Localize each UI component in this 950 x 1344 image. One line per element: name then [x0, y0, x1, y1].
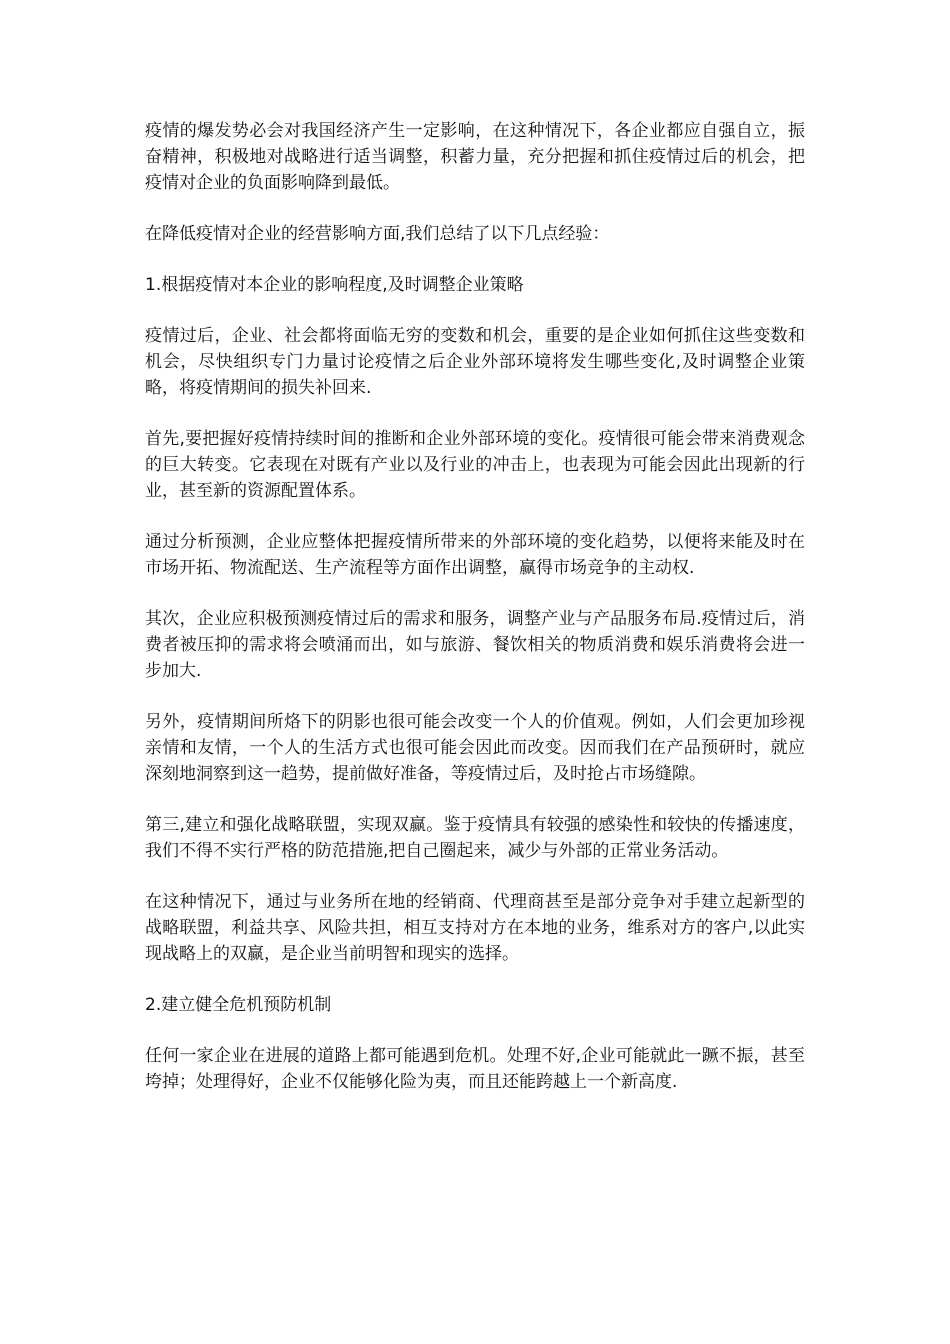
paragraph-experience-lead: 在降低疫情对企业的经营影响方面,我们总结了以下几点经验： [145, 224, 610, 244]
section-heading-2: 2.建立健全危机预防机制 [145, 995, 332, 1015]
paragraph-besides: 另外，疫情期间所烙下的阴影也很可能会改变一个人的价值观。例如，人们会更加珍视亲情和友情，一个人的生活方式也很可能会因此而改变。因而我们在产品预研时，就应深刻地洞察到这一趋势，提前做好准备，等疫情过后，及时抢占市场缝隙。 [145, 712, 805, 784]
paragraph-third: 第三,建立和强化战略联盟，实现双赢。鉴于疫情具有较强的感染性和较快的传播速度，我们不得不实行严格的防范措施,把自己圈起来，减少与外部的正常业务活动。 [145, 815, 805, 861]
paragraph-analysis: 通过分析预测，企业应整体把握疫情所带来的外部环境的变化趋势，以便将来能及时在市场开拓、物流配送、生产流程等方面作出调整，赢得市场竞争的主动权. [145, 532, 805, 578]
paragraph-alliance: 在这种情况下，通过与业务所在地的经销商、代理商甚至是部分竞争对手建立起新型的战略联盟，利益共享、风险共担，相互支持对方在本地的业务，维系对方的客户,以此实现战略上的双赢，是企业当前明智和现实的选择。 [145, 892, 805, 964]
paragraph-crisis: 任何一家企业在进展的道路上都可能遇到危机。处理不好,企业可能就此一蹶不振，甚至垮掉；处理得好，企业不仅能够化险为夷，而且还能跨越上一个新高度. [145, 1046, 805, 1092]
section-heading-1: 1.根据疫情对本企业的影响程度,及时调整企业策略 [145, 275, 524, 295]
paragraph-second: 其次，企业应积极预测疫情过后的需求和服务，调整产业与产品服务布局.疫情过后，消费者被压抑的需求将会喷涌而出，如与旅游、餐饮相关的物质消费和娱乐消费将会进一步加大. [145, 609, 805, 681]
paragraph-first: 首先,要把握好疫情持续时间的推断和企业外部环境的变化。疫情很可能会带来消费观念的巨大转变。它表现在对既有产业以及行业的冲击上，也表现为可能会因此出现新的行业，甚至新的资源配置体系。 [145, 429, 805, 501]
paragraph-intro: 疫情的爆发势必会对我国经济产生一定影响，在这种情况下，各企业都应自强自立，振奋精神，积极地对战略进行适当调整，积蓄力量，充分把握和抓住疫情过后的机会，把疫情对企业的负面影响降到最低。 [145, 121, 805, 193]
document-page [145, 118, 805, 1120]
paragraph-after-epidemic: 疫情过后，企业、社会都将面临无穷的变数和机会，重要的是企业如何抓住这些变数和机会，尽快组织专门力量讨论疫情之后企业外部环境将发生哪些变化,及时调整企业策略，将疫情期间的损失补回来. [145, 326, 805, 398]
